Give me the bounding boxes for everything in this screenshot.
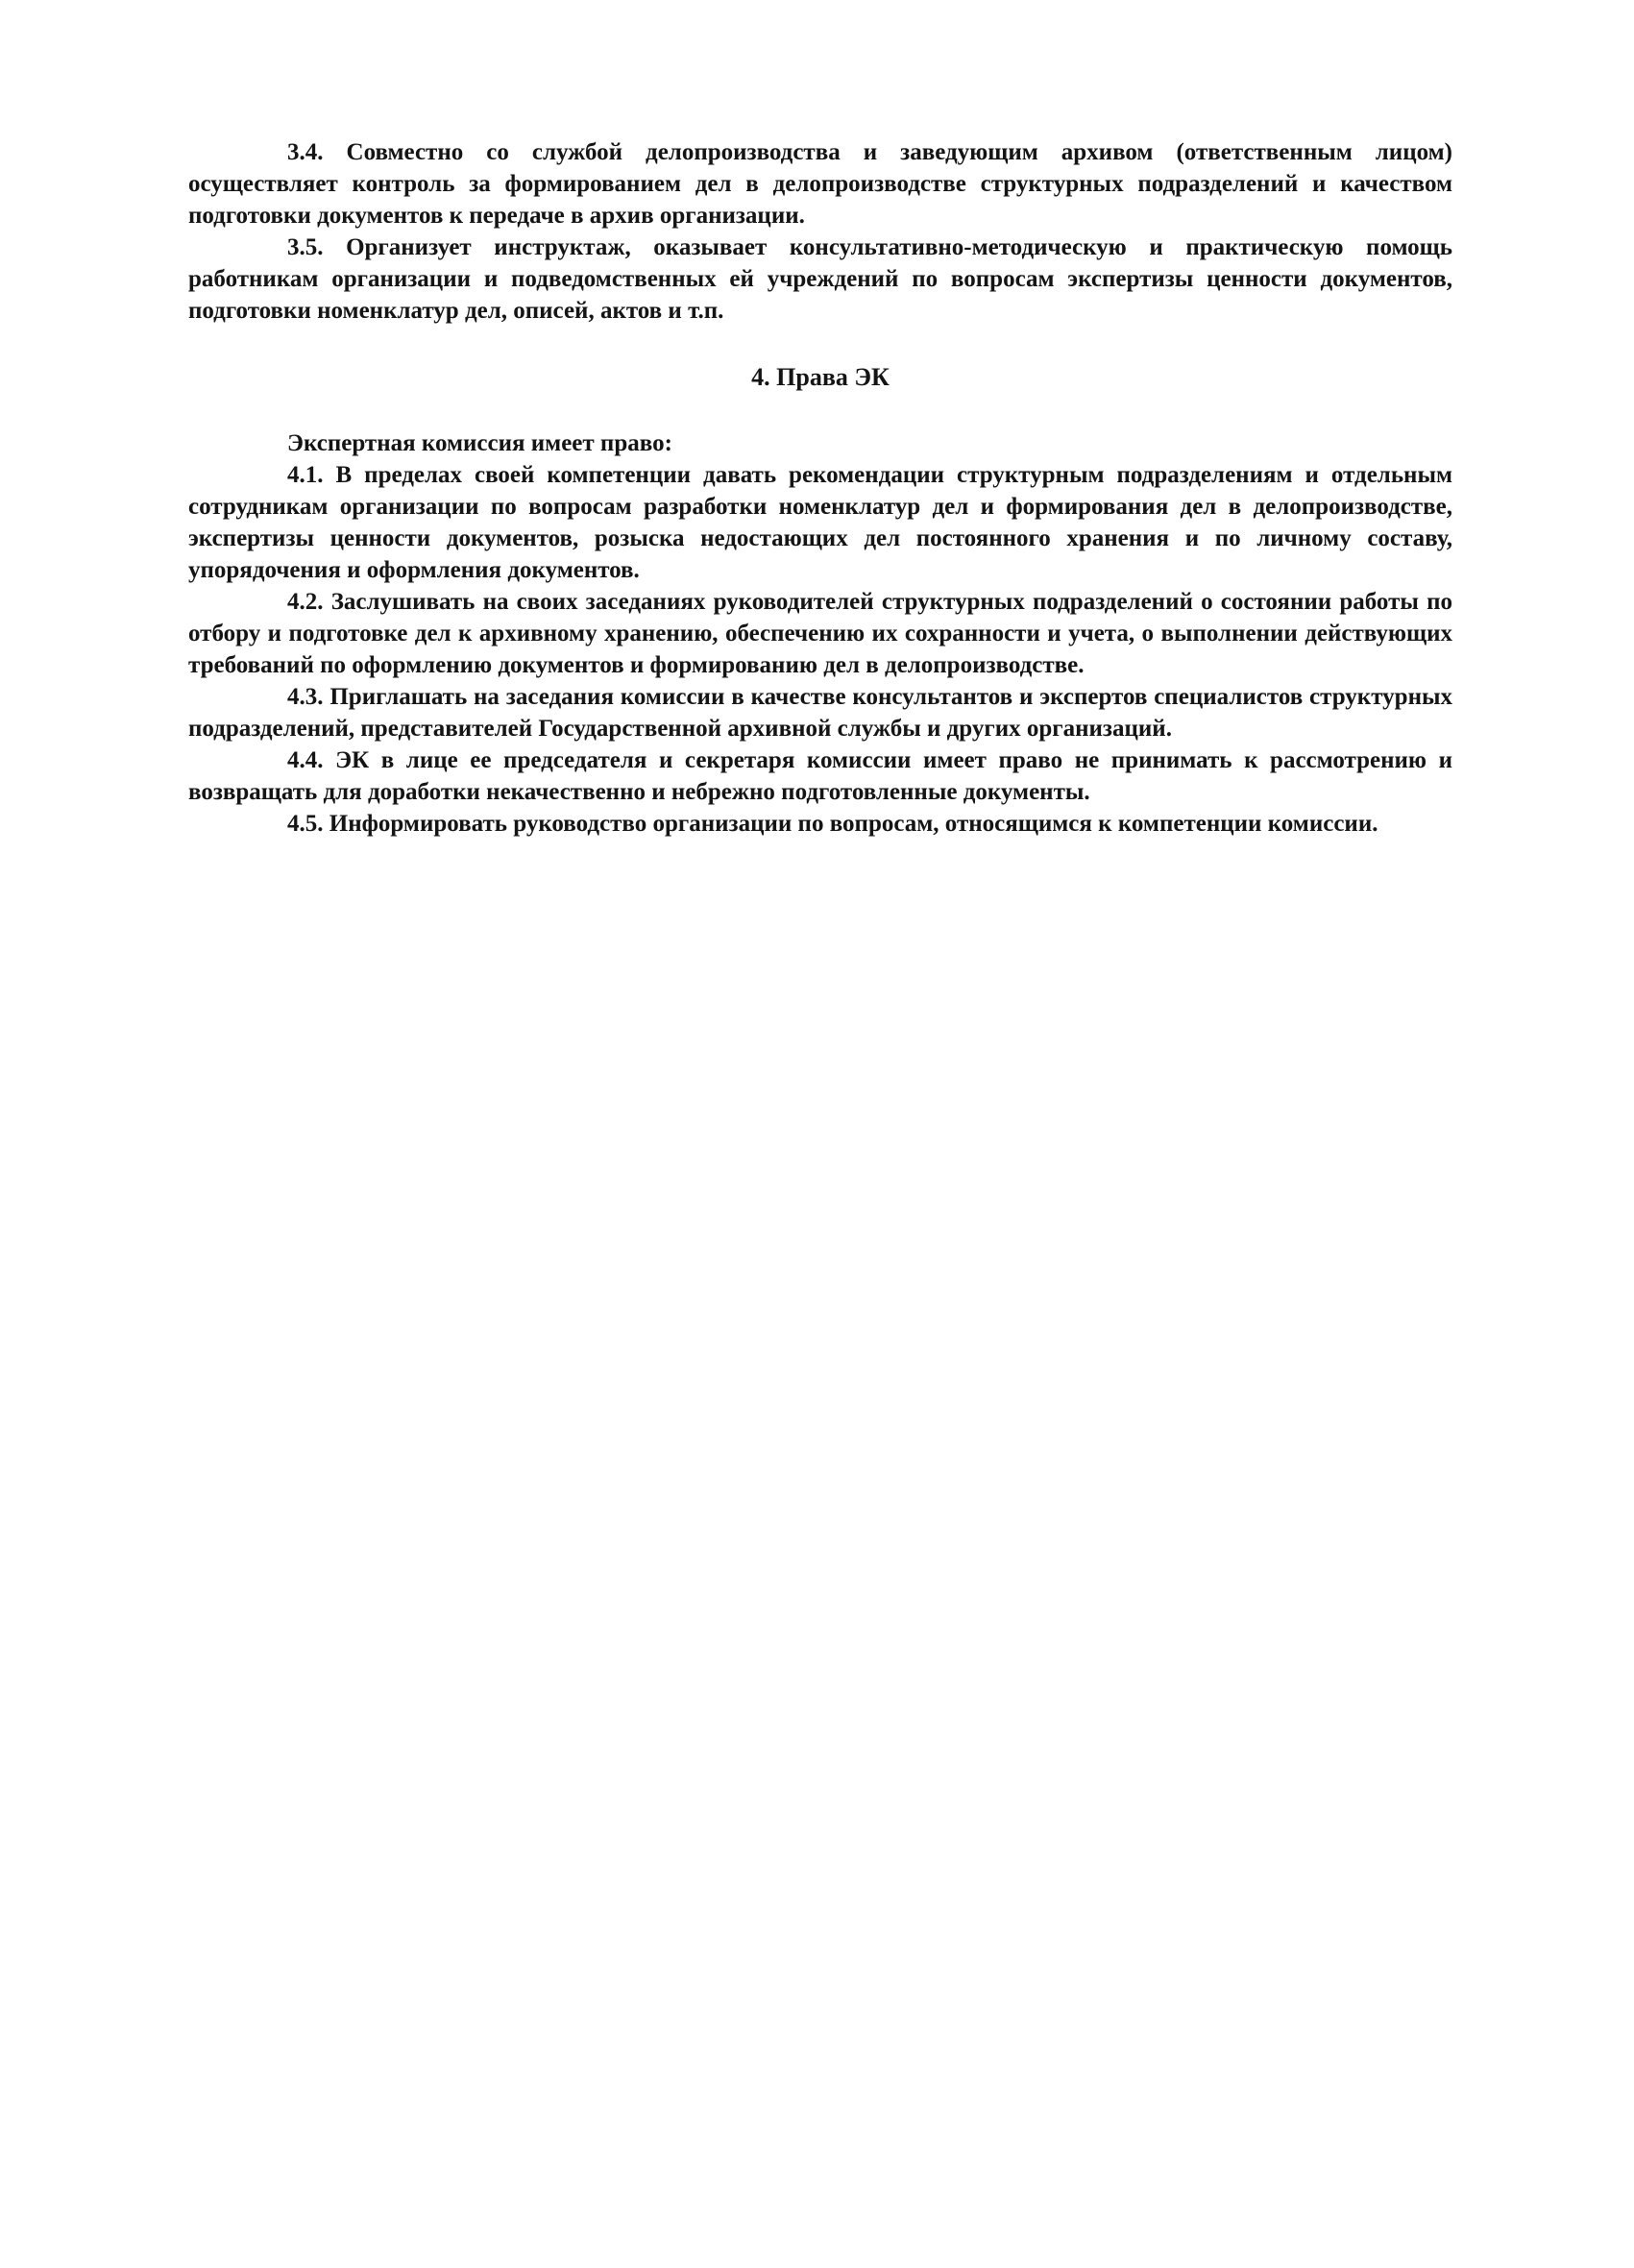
- paragraph-4-5: 4.5. Информировать руководство организации по вопросам, относящимся к компетенции комиссии.: [287, 811, 1378, 837]
- paragraph-4-1: 4.1. В пределах своей компетенции давать рекомендации структурным подразделениям и отдельным сотрудникам организации по вопросам разработки номенклатур дел и формирования дел в делопроизводстве, экспертизы ценности документов, розыска недостающих дел постоянного хранения и по личному составу, упорядочения и оформления документов.: [188, 462, 1452, 583]
- paragraph-4-3: 4.3. Приглашать на заседания комиссии в качестве консультантов и экспертов специалистов структурных подразделений, представителей Государственной архивной службы и других организаций.: [188, 684, 1452, 742]
- paragraph-4-4: 4.4. ЭК в лице ее председателя и секретаря комиссии имеет право не принимать к рассмотрению и возвращать для доработки некачественно и небрежно подготовленные документы.: [188, 747, 1452, 805]
- section-4-intro: Экспертная комиссия имеет право:: [287, 430, 672, 456]
- paragraph-4-2: 4.2. Заслушивать на своих заседаниях руководителей структурных подразделений о состоянии работы по отбору и подготовке дел к архивному хранению, обеспечению их сохранности и учета, о выполнении действующих требований по оформлению документов и формированию дел в делопроизводстве.: [188, 589, 1452, 678]
- document-body: [188, 136, 1452, 840]
- paragraph-3-5: 3.5. Организует инструктаж, оказывает консультативно-методическую и практическую помощь работникам организации и подведомственных ей учреждений по вопросам экспертизы ценности документов, подготовки номенклатур дел, описей, актов и т.п.: [188, 234, 1452, 324]
- paragraph-3-4: 3.4. Совместно со службой делопроизводства и заведующим архивом (ответственным лицом) осуществляет контроль за формированием дел в делопроизводстве структурных подразделений и качеством подготовки документов к передаче в архив организации.: [188, 139, 1452, 229]
- section-4-title: 4. Права ЭК: [751, 363, 890, 391]
